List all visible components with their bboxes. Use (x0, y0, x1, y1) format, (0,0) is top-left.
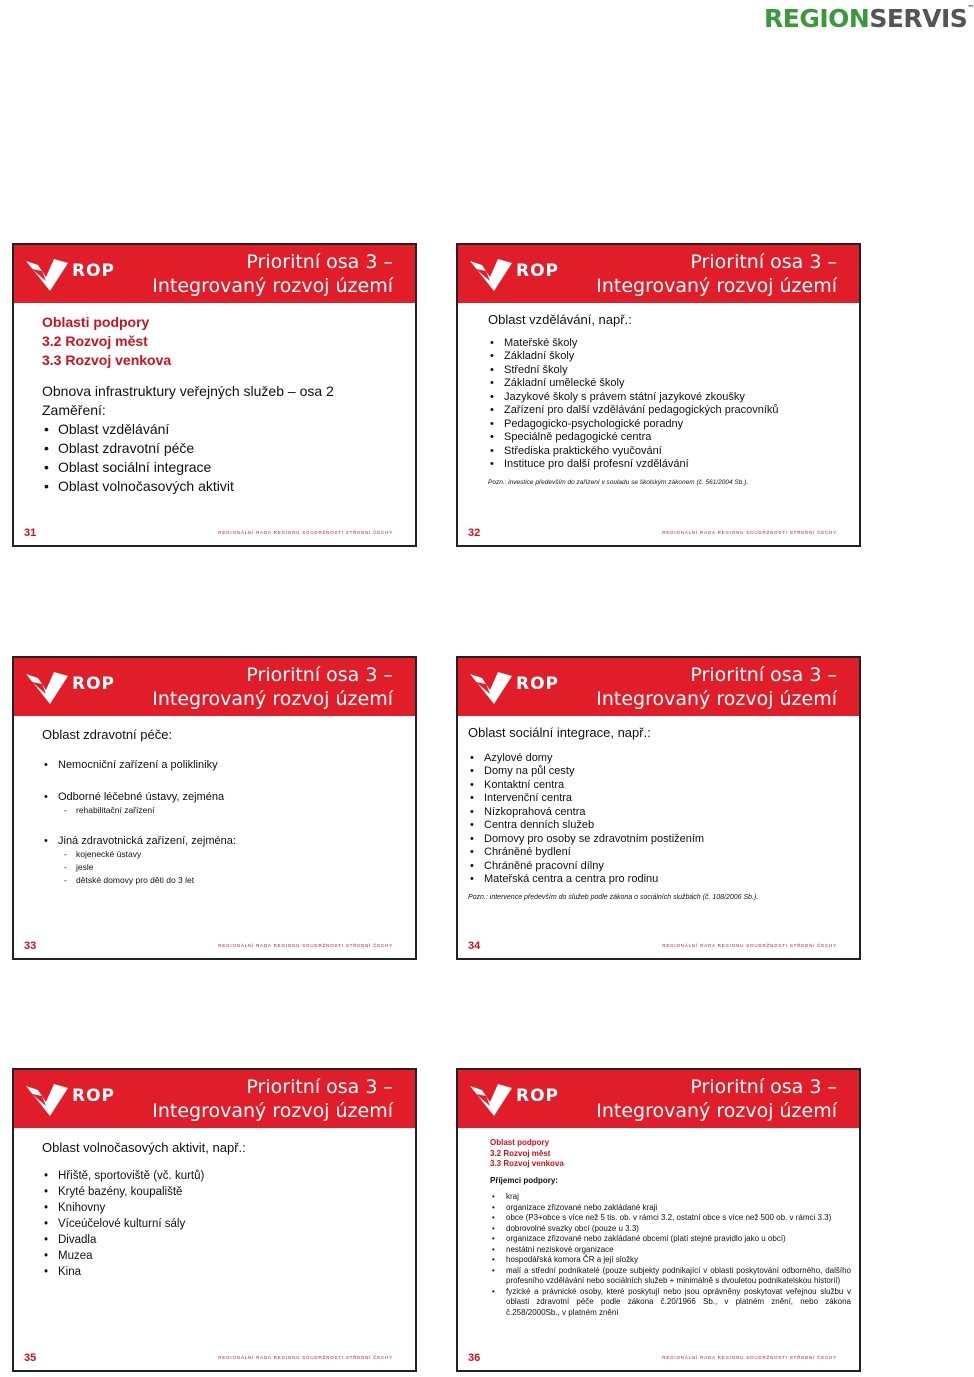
list-item: • nestátní neziskové organizace (490, 1245, 851, 1256)
list-item: • Divadla (42, 1232, 405, 1248)
logo-text: ROP (516, 261, 560, 281)
slide-title-line2: Integrovaný rozvoj území (152, 275, 393, 297)
list-item: • Pedagogicko-psychologické poradny (488, 418, 849, 432)
list-item: • Nemocniční zařízení a polikliniky (42, 759, 405, 772)
slide-number: 34 (468, 940, 481, 952)
list-item: • Kina (42, 1264, 405, 1280)
list-item: • Jiná zdravotnická zařízení, zejména: (42, 835, 405, 848)
slide-title-line1: Prioritní osa 3 – (246, 664, 393, 686)
slide-footer: REGIONÁLNÍ RADA REGIONU SOUDRŽNOSTI STŘEDNÍ ČECHY (662, 1355, 837, 1360)
slide-header (458, 658, 859, 716)
bullet-list (490, 1192, 851, 1318)
list-item: • fyzické a právnické osoby, které poskytují nebo jsou oprávněny poskytovat veřejnou službu v oblasti zdravotní péče podle zákona č.20/1966 Sb., v platném znění, nebo zákona č.258/2000Sb., v platném znění (490, 1287, 851, 1319)
heading: Oblast volnočasových aktivit, např.: (42, 1140, 246, 1155)
slide-footer: REGIONÁLNÍ RADA REGIONU SOUDRŽNOSTI STŘEDNÍ ČECHY (662, 943, 837, 948)
slide-35 (12, 1068, 417, 1372)
bullet-list (42, 420, 405, 496)
slide-body (468, 726, 849, 904)
rop-logo-icon (24, 1080, 70, 1120)
list-item: • organizace zřizované nebo zakládané obcemi (platí stejné pravidlo jako u obcí) (490, 1234, 851, 1245)
slide-31 (12, 243, 417, 547)
rop-logo-icon (468, 668, 514, 708)
slide-36 (456, 1068, 861, 1372)
slide-number: 36 (468, 1352, 481, 1364)
slide-title-line1: Prioritní osa 3 – (246, 1076, 393, 1098)
list-item: • Mateřské školy (488, 337, 849, 351)
list-item: • Chráněné bydlení (468, 846, 849, 860)
slide-header (14, 1070, 415, 1128)
heading: Oblast vzdělávání, např.: (488, 312, 632, 327)
list-item: - kojenecké ústavy (60, 848, 405, 861)
heading: 3.2 Rozvoj měst (490, 1148, 551, 1158)
list-item: • Centra denních služeb (468, 819, 849, 833)
slide-title-line2: Integrovaný rozvoj území (152, 1100, 393, 1122)
sub-list (60, 804, 405, 817)
list-item: • Základní umělecké školy (488, 377, 849, 391)
slide-footer: REGIONÁLNÍ RADA REGIONU SOUDRŽNOSTI STŘEDNÍ ČECHY (218, 1355, 393, 1360)
slide-title-line1: Prioritní osa 3 – (690, 1076, 837, 1098)
slide-header (458, 245, 859, 303)
subheading: Příjemci podpory: (490, 1175, 559, 1185)
bullet-list (42, 1168, 405, 1280)
list-item: • Střední školy (488, 364, 849, 378)
slide-32 (456, 243, 861, 547)
list-item: • Azylové domy (468, 752, 849, 766)
slide-title-line1: Prioritní osa 3 – (690, 251, 837, 273)
list-item: • Zařízení pro další vzdělávání pedagogických pracovníků (488, 404, 849, 418)
list-item: • malí a střední podnikatelé (pouze subjekty podnikající v oblasti poskytování odborného, dalšího profesního vzdělávání nebo sociálních služeb + minimálně s dvouletou podnikatelskou historií) (490, 1266, 851, 1287)
slide-number: 31 (24, 527, 37, 539)
list-item: • Hřiště, sportoviště (vč. kurtů) (42, 1168, 405, 1184)
slide-header (458, 1070, 859, 1128)
logo-text: ROP (72, 261, 116, 281)
heading: Oblasti podpory (42, 314, 150, 330)
list-item: • Speciálně pedagogické centra (488, 431, 849, 445)
list-item: - jesle (60, 861, 405, 874)
list-item: • Intervenční centra (468, 792, 849, 806)
list-item: • Domy na půl cesty (468, 765, 849, 779)
list-item: • Nízkoprahová centra (468, 806, 849, 820)
slide-body (42, 728, 405, 887)
list-item: • organizace zřizované nebo zakládané kraji (490, 1203, 851, 1214)
list-item: • Knihovny (42, 1200, 405, 1216)
list-item: • Instituce pro další profesní vzdělávání (488, 458, 849, 472)
note: Pozn.: investice především do zařízení v souladu se školským zákonem (č. 561/2004 Sb.). (488, 478, 749, 486)
bullet-list (42, 759, 405, 804)
list-item: • Oblast zdravotní péče (42, 439, 405, 458)
list-item: • kraj (490, 1192, 851, 1203)
slide-body (488, 313, 849, 489)
slide-footer: REGIONÁLNÍ RADA REGIONU SOUDRŽNOSTI STŘEDNÍ ČECHY (218, 943, 393, 948)
heading: 3.3 Rozvoj venkova (490, 1159, 564, 1168)
heading: Oblast zdravotní péče: (42, 727, 173, 742)
list-item: • Jazykové školy s právem státní jazykové zkoušky (488, 391, 849, 405)
rop-logo-icon (468, 1080, 514, 1120)
rop-logo-icon (24, 255, 70, 295)
list-item: • Muzea (42, 1248, 405, 1264)
slide-number: 33 (24, 940, 37, 952)
brand-logo: REGIONSERVIS™ (764, 4, 974, 33)
slide-number: 35 (24, 1352, 37, 1364)
slide-footer: REGIONÁLNÍ RADA REGIONU SOUDRŽNOSTI STŘEDNÍ ČECHY (662, 530, 837, 535)
slide-body (42, 1140, 405, 1280)
logo-text: ROP (72, 1086, 116, 1106)
slide-title-line2: Integrovaný rozvoj území (152, 688, 393, 710)
slide-title-line1: Prioritní osa 3 – (246, 251, 393, 273)
list-item: • Oblast volnočasových aktivit (42, 477, 405, 496)
list-item: • hospodářská komora ČR a její složky (490, 1255, 851, 1266)
slide-number: 32 (468, 527, 481, 539)
heading: 3.3 Rozvoj venkova (42, 352, 172, 368)
logo-text: ROP (516, 674, 560, 694)
rop-logo-icon (468, 255, 514, 295)
list-item: • Střediska praktického vyučování (488, 445, 849, 459)
slide-header (14, 658, 415, 716)
heading: 3.2 Rozvoj měst (42, 333, 148, 349)
list-item: - dětské domovy pro děti do 3 let (60, 874, 405, 887)
list-item: • Chráněné pracovní dílny (468, 860, 849, 874)
list-item: • Domovy pro osoby se zdravotním postižením (468, 833, 849, 847)
rop-logo-icon (24, 668, 70, 708)
list-item: • Kontaktní centra (468, 779, 849, 793)
list-item: • Odborné léčebné ústavy, zejména (42, 791, 405, 804)
list-item: • Víceúčelové kulturní sály (42, 1216, 405, 1232)
slide-33 (12, 656, 417, 960)
list-item: • Mateřská centra a centra pro rodinu (468, 873, 849, 887)
slide-body (490, 1138, 851, 1318)
list-item: • obce (P3+obce s více než 5 tis. ob. v rámci 3.2, ostatní obce s více než 500 ob. v rámci 3.3) (490, 1213, 851, 1224)
paragraph: Zaměření: (42, 402, 106, 418)
list-item: • Oblast vzdělávání (42, 420, 405, 439)
bullet-list (468, 752, 849, 887)
heading: Oblast podpory (490, 1138, 550, 1147)
slide-title-line2: Integrovaný rozvoj území (596, 688, 837, 710)
list-item: • Oblast sociální integrace (42, 458, 405, 477)
list-item: • Kryté bazény, koupaliště (42, 1184, 405, 1200)
slide-body (42, 313, 405, 496)
slide-34 (456, 656, 861, 960)
slide-header (14, 245, 415, 303)
heading: Oblast sociální integrace, např.: (468, 725, 651, 740)
slide-title-line1: Prioritní osa 3 – (690, 664, 837, 686)
bullet-list (488, 337, 849, 472)
logo-text: ROP (72, 674, 116, 694)
paragraph: Obnova infrastruktury veřejných služeb – osa 2 (42, 383, 334, 399)
slide-title-line2: Integrovaný rozvoj území (596, 1100, 837, 1122)
sub-list (60, 848, 405, 887)
note: Pozn.: intervence především do služeb podle zákona o sociálních službách (č. 108/2006 Sb.). (468, 893, 759, 901)
logo-text: ROP (516, 1086, 560, 1106)
list-item: • Základní školy (488, 350, 849, 364)
list-item: - rehabilitační zařízení (60, 804, 405, 817)
bullet-list (42, 835, 405, 848)
list-item: • dobrovolné svazky obcí (pouze u 3.3) (490, 1224, 851, 1235)
slide-title-line2: Integrovaný rozvoj území (596, 275, 837, 297)
slide-footer: REGIONÁLNÍ RADA REGIONU SOUDRŽNOSTI STŘEDNÍ ČECHY (218, 530, 393, 535)
